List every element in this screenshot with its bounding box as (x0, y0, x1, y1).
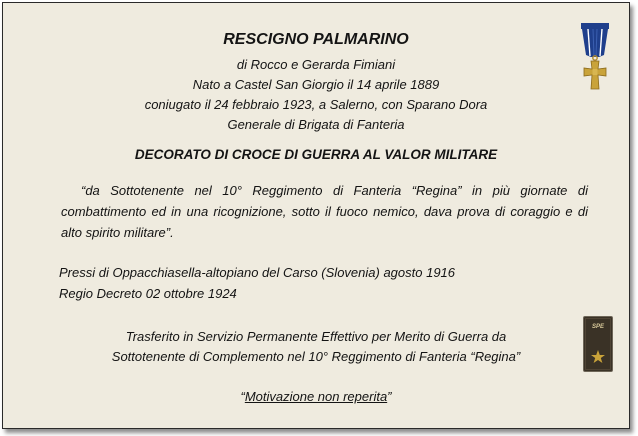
decree-line: Regio Decreto 02 ottobre 1924 (59, 286, 237, 301)
note-open-quote: “ (240, 389, 245, 404)
citation-card (2, 2, 630, 429)
spe-rank-patch-icon (583, 316, 613, 372)
transfer-line-1: Trasferito in Servizio Permanente Effettivo per Merito di Guerra da (125, 329, 507, 344)
war-cross-medal-icon (577, 23, 613, 91)
note-close-quote: ” (387, 389, 392, 404)
decoration-heading: DECORATO DI CROCE DI GUERRA AL VALOR MILITARE (134, 147, 498, 162)
transfer-line-2: Sottotenente di Complemento nel 10° Reggimento di Fanteria “Regina” (111, 349, 521, 364)
parents-line: di Rocco e Gerarda Fimiani (236, 57, 396, 72)
person-name: RESCIGNO PALMARINO (223, 31, 409, 48)
note-text: Motivazione non reperita (244, 389, 388, 404)
patch-label: SPE (591, 324, 605, 330)
rank-line: Generale di Brigata di Fanteria (227, 117, 405, 132)
birth-line: Nato a Castel San Giorgio il 14 aprile 1889 (192, 77, 440, 92)
motivation-text: “da Sottotenente nel 10° Reggimento di Fanteria “Regina” in più giornate di combattimento ed in una ricognizione, sotto il fuoco nemico, dava prova di coraggio e di alto spirito militare”. (61, 183, 588, 240)
marriage-line: coniugato il 24 febbraio 1923, a Salerno, con Sparano Dora (144, 97, 488, 112)
place-line: Pressi di Oppacchiasella-altopiano del Carso (Slovenia) agosto 1916 (59, 265, 456, 280)
motivation-note (3, 389, 629, 404)
